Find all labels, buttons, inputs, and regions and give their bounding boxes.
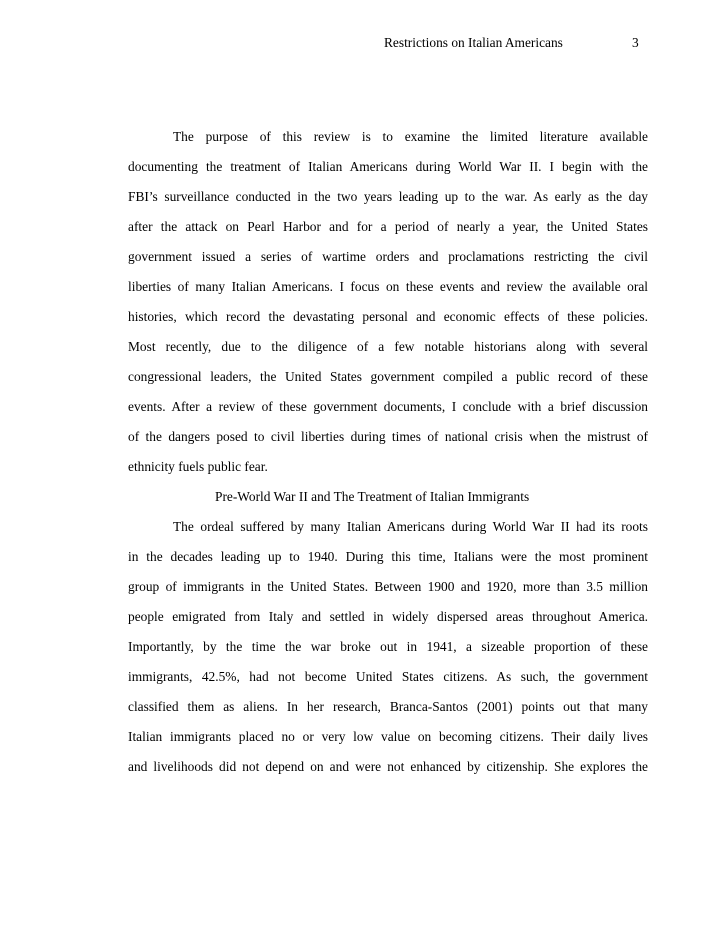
text-line: The purpose of this review is to examine the limited literature available <box>173 129 648 144</box>
text-line: histories, which record the devastating personal and economic effects of these policies. <box>128 309 648 324</box>
page-number: 3 <box>632 35 639 50</box>
text-line: after the attack on Pearl Harbor and for a period of nearly a year, the United States <box>128 219 648 234</box>
text-line: people emigrated from Italy and settled in widely dispersed areas throughout America. <box>128 609 648 624</box>
text-line: Importantly, by the time the war broke out in 1941, a sizeable proportion of these <box>128 639 648 654</box>
running-head: Restrictions on Italian Americans <box>384 35 563 50</box>
text-line: Most recently, due to the diligence of a few notable historians along with several <box>128 339 648 354</box>
text-line: classified them as aliens. In her research, Branca-Santos (2001) points out that many <box>128 699 648 714</box>
text-line: congressional leaders, the United States government compiled a public record of these <box>128 369 648 384</box>
text-line: group of immigrants in the United States. Between 1900 and 1920, more than 3.5 million <box>128 579 648 594</box>
text-line: liberties of many Italian Americans. I focus on these events and review the available oral <box>128 279 648 294</box>
text-line: in the decades leading up to 1940. During this time, Italians were the most prominent <box>128 549 648 564</box>
text-line: and livelihoods did not depend on and were not enhanced by citizenship. She explores the <box>128 759 648 774</box>
text-line: The ordeal suffered by many Italian Americans during World War II had its roots <box>173 519 648 534</box>
paragraph-background <box>128 519 648 789</box>
text-line: government issued a series of wartime orders and proclamations restricting the civil <box>128 249 648 264</box>
text-line: immigrants, 42.5%, had not become United States citizens. As such, the government <box>128 669 648 684</box>
section-heading: Pre-World War II and The Treatment of Italian Immigrants <box>215 489 530 504</box>
text-line: Italian immigrants placed no or very low value on becoming citizens. Their daily lives <box>128 729 648 744</box>
text-line: documenting the treatment of Italian Americans during World War II. I begin with the <box>128 159 648 174</box>
text-line: of the dangers posed to civil liberties during times of national crisis when the mistrust of <box>128 429 648 444</box>
text-line: FBI’s surveillance conducted in the two years leading up to the war. As early as the day <box>128 189 648 204</box>
text-line: events. After a review of these government documents, I conclude with a brief discussion <box>128 399 648 414</box>
paragraph-intro <box>128 129 648 489</box>
body-text <box>128 129 648 789</box>
text-line: ethnicity fuels public fear. <box>128 459 268 474</box>
